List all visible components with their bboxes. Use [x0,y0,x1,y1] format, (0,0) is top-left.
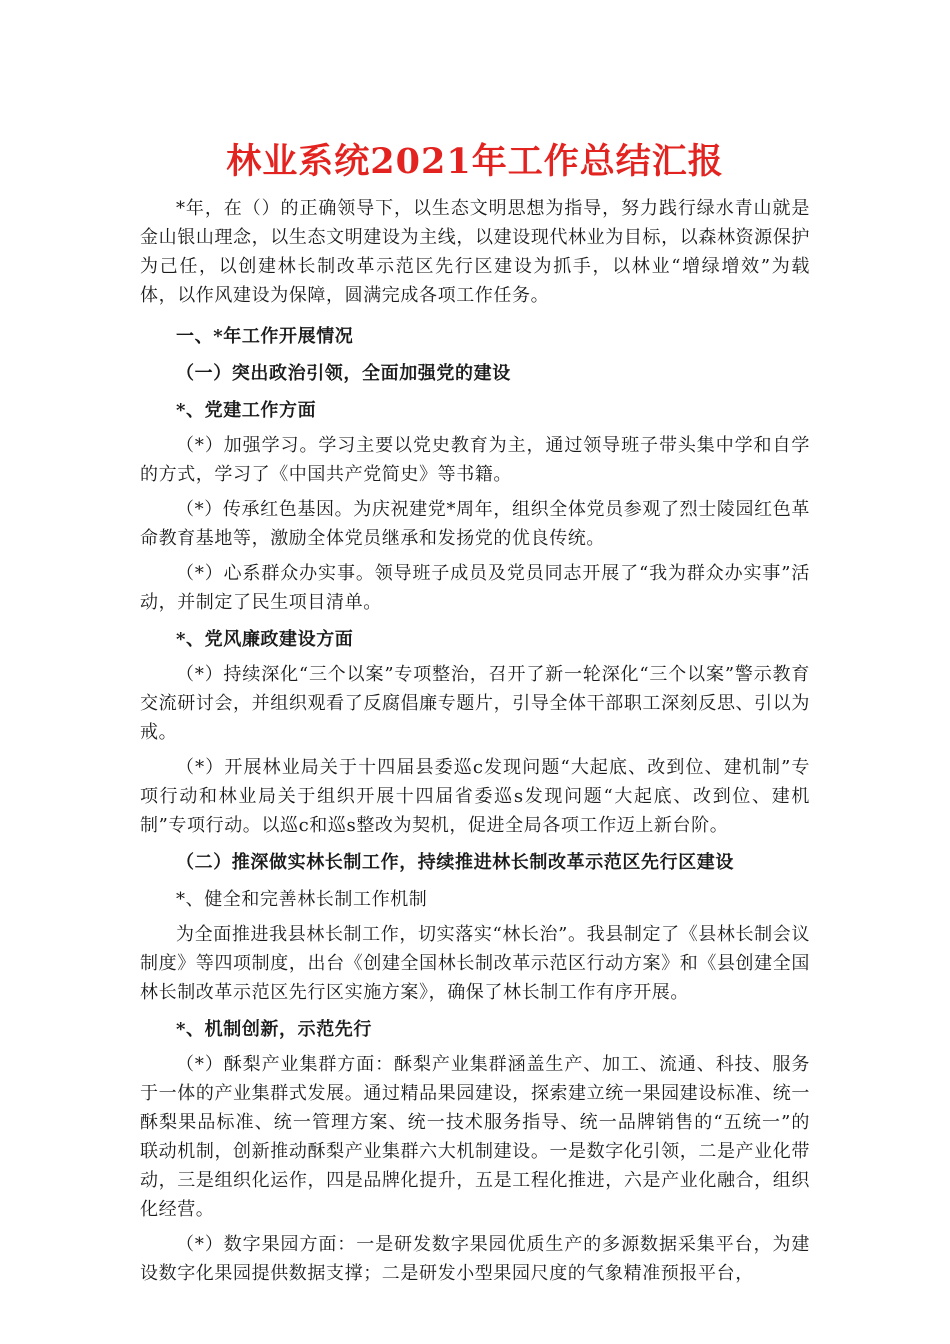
party-building-heading: *、党建工作方面 [176,400,317,421]
innovation-item: （*）酥梨产业集群方面：酥梨产业集群涵盖生产、加工、流通、科技、服务于一体的产业集群式发展。通过精品果园建设，探索建立统一果园建设标准、统一酥梨果品标准、统一管理方案、统一技术服务指导、统一品牌销售的“五统一”的联动机制，创新推动酥梨产业集群六大机制建设。一是数字化引领，二是产业化带动，三是组织化运作，四是品牌化提升，五是工程化推进，六是产业化融合，组织化经营。 [140,1054,810,1220]
integrity-item: （*）持续深化“三个以案”专项整治，召开了新一轮深化“三个以案”警示教育交流研讨会，并组织观看了反腐倡廉专题片，引导全体干部职工深刻反思、引以为戒。 [140,664,810,743]
mechanism-heading: *、健全和完善林长制工作机制 [176,889,428,910]
subsection-heading-1: （一）突出政治引领，全面加强党的建设 [176,363,511,384]
innovation-heading: *、机制创新，示范先行 [176,1019,373,1040]
party-building-item: （*）加强学习。学习主要以党史教育为主，通过领导班子带头集中学和自学的方式，学习了《中国共产党简史》等书籍。 [140,435,810,485]
mechanism-paragraph: 为全面推进我县林长制工作，切实落实“林长治”。我县制定了《县林长制会议制度》等四项制度，出台《创建全国林长制改革示范区行动方案》和《县创建全国林长制改革示范区先行区实施方案》，确保了林长制工作有序开展。 [140,924,810,1003]
document-title: 林业系统2021年工作总结汇报 [226,141,724,182]
section-heading-1: 一、*年工作开展情况 [176,326,354,347]
party-building-item: （*）心系群众办实事。领导班子成员及党员同志开展了“我为群众办实事”活动，并制定了民生项目清单。 [140,563,810,613]
integrity-heading: *、党风廉政建设方面 [176,629,354,650]
subsection-heading-2: （二）推深做实林长制工作，持续推进林长制改革示范区先行区建设 [176,852,734,873]
integrity-item: （*）开展林业局关于十四届县委巡c发现问题“大起底、改到位、建机制”专项行动和林业局关于组织开展十四届省委巡s发现问题“大起底、改到位、建机制”专项行动。以巡c和巡s整改为契机，促进全局各项工作迈上新台阶。 [140,757,810,836]
innovation-item: （*）数字果园方面：一是研发数字果园优质生产的多源数据采集平台，为建设数字化果园提供数据支撑；二是研发小型果园尺度的气象精准预报平台， [140,1234,810,1284]
intro-paragraph: *年，在（）的正确领导下，以生态文明思想为指导，努力践行绿水青山就是金山银山理念，以生态文明建设为主线，以建设现代林业为目标，以森林资源保护为己任，以创建林长制改革示范区先行区建设为抓手，以林业“增绿增效”为载体，以作风建设为保障，圆满完成各项工作任务。 [140,198,810,306]
party-building-item: （*）传承红色基因。为庆祝建党*周年，组织全体党员参观了烈士陵园红色革命教育基地等，激励全体党员继承和发扬党的优良传统。 [140,499,810,549]
